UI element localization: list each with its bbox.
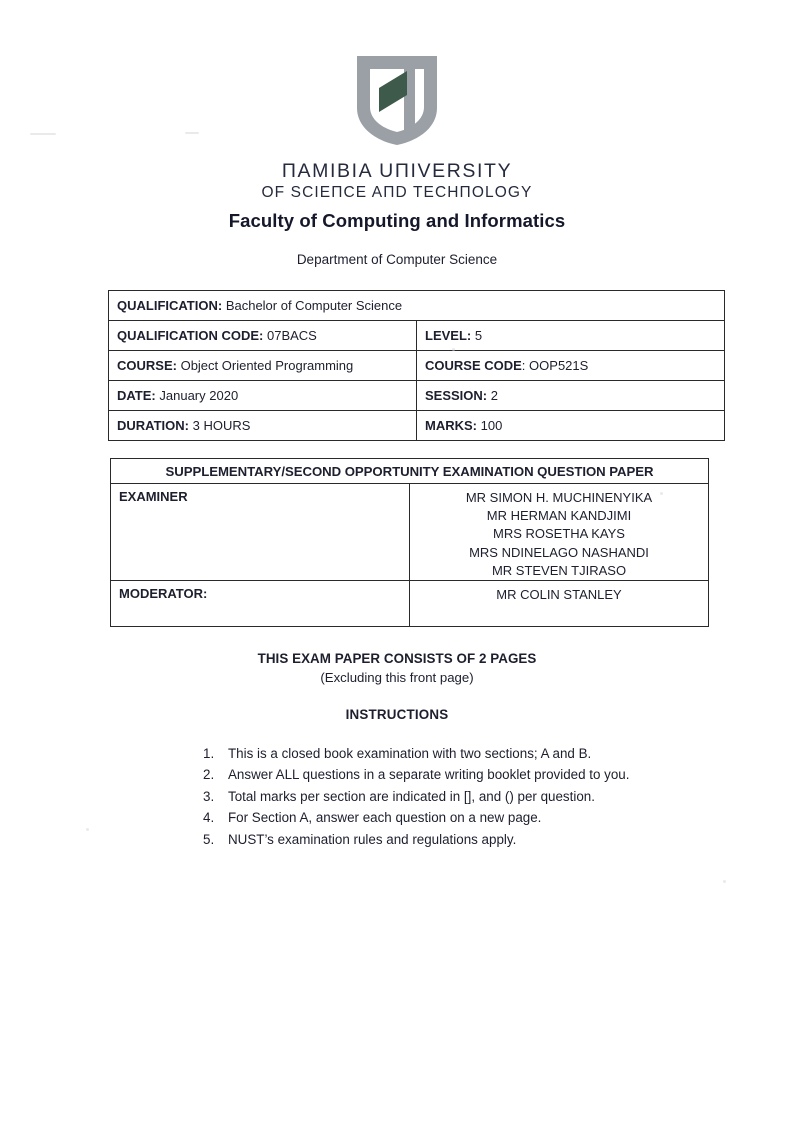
qualification-code-value: 07BACS [266,328,317,343]
table-row [109,321,725,351]
duration-label: DURATION: [117,418,189,433]
level-label: LEVEL: [425,328,472,343]
brand-line-1: ΠAMIBIA UΠIVERSITY [281,160,513,182]
instructions-heading: INSTRUCTIONS [345,707,449,722]
department-subtitle: Department of Computer Science [296,252,498,267]
list-item: MR HERMAN KANDJIMI [486,508,632,524]
course-code-colon: : [521,358,526,373]
marks-value: 100 [480,418,503,433]
qualification-cell [109,291,725,321]
marks-label: MARKS: [425,418,477,433]
examiner-table [110,458,709,627]
session-value: 2 [490,388,498,403]
table-row [109,351,725,381]
list-item-number: 4. [203,810,215,826]
list-item [203,743,743,764]
course-code-cell [417,351,725,381]
course-code-value: OOP521S [529,358,589,373]
list-item-number: 1. [203,746,215,761]
exam-paper-title: SUPPLEMENTARY/SECOND OPPORTUNITY EXAMINATION QUESTION PAPER [111,459,709,484]
table-row [111,484,709,581]
list-item: MRS ROSETHA KAYS [493,526,625,542]
list-item [203,807,743,828]
date-cell [109,381,417,411]
list-item-text: This is a closed book examination with two sections; A and B. [228,746,592,761]
list-item-number: 2. [203,767,215,783]
instructions-list [203,743,743,850]
marks-cell [417,411,725,441]
list-item-text: Total marks per section are indicated in [], and () per question. [228,788,595,804]
table-row [109,411,725,441]
list-item-text: For Section A, answer each question on a new page. [228,810,542,826]
course-label: COURSE: [117,358,177,373]
qualification-label: QUALIFICATION: [117,298,223,313]
table-row [109,381,725,411]
list-item [203,829,743,850]
brand-wordmark [0,160,794,202]
moderator-name: MR COLIN STANLEY [410,581,709,627]
list-item [203,786,743,807]
date-label: DATE: [117,388,156,403]
course-code-label: COURSE CODE [425,358,522,373]
list-item-text: Answer ALL questions in a separate writing booklet provided to you. [228,767,630,783]
scan-artifact [723,880,726,883]
list-item [203,764,743,785]
table-row [109,291,725,321]
examiner-names [410,484,709,581]
session-label: SESSION: [425,388,488,403]
examiner-label: EXAMINER [111,484,410,581]
list-item-number: 5. [203,831,215,847]
scan-artifact [30,133,56,135]
course-cell [109,351,417,381]
table-row [111,459,709,484]
list-item: MRS NDINELAGO NASHANDI [469,544,649,560]
duration-value: 3 HOURS [192,418,251,433]
list-item-number: 3. [203,788,215,804]
date-value: January 2020 [159,388,239,403]
qualification-code-label: QUALIFICATION CODE: [117,328,264,343]
scan-artifact [660,492,663,495]
list-item-text: NUST’s examination rules and regulations apply. [228,831,517,847]
table-row [111,581,709,627]
nust-shield-logo [349,52,445,148]
duration-cell [109,411,417,441]
level-cell [417,321,725,351]
scan-artifact [185,132,199,134]
session-cell [417,381,725,411]
brand-line-2: OF SCIEΠCE AΠD TECHΠOLOGY [261,184,533,201]
scan-artifact [452,348,455,351]
moderator-label: MODERATOR: [111,581,410,627]
pages-notice-sub: (Excluding this front page) [320,670,474,685]
shield-diagonal [379,71,407,112]
course-value: Object Oriented Programming [180,358,354,373]
qualification-value: Bachelor of Computer Science [225,298,403,313]
level-value: 5 [474,328,483,343]
qualification-code-cell [109,321,417,351]
university-logo [0,52,794,153]
list-item: MR SIMON H. MUCHINENYIKA [465,490,653,505]
faculty-title: Faculty of Computing and Informatics [228,210,566,231]
pages-notice: THIS EXAM PAPER CONSISTS OF 2 PAGES [257,651,537,666]
list-item: MR STEVEN TJIRASO [491,562,627,578]
scan-artifact [86,828,89,831]
qualification-table [108,290,725,441]
